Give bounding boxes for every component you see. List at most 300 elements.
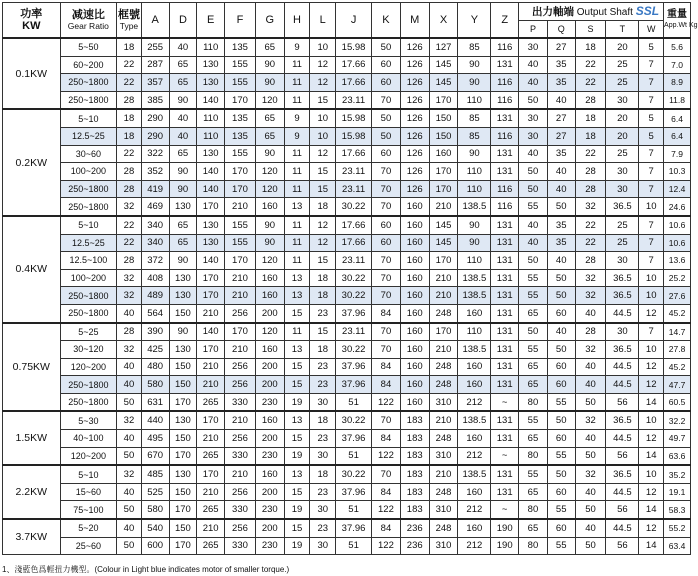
dimension-cell: 40 <box>519 234 548 252</box>
dimension-cell: 28 <box>575 323 606 341</box>
dimension-cell: 385 <box>141 91 169 109</box>
dimension-cell: 183 <box>400 411 429 429</box>
dimension-cell: 600 <box>141 537 169 555</box>
header-dim-k: K <box>372 3 401 39</box>
dimension-cell: 160 <box>458 358 491 376</box>
dimension-cell: 40 <box>519 145 548 163</box>
dimension-cell: 183 <box>400 501 429 519</box>
dimension-cell: 40 <box>169 38 197 56</box>
dimension-cell: 200 <box>255 430 284 448</box>
gear-ratio-cell: 250~1800 <box>60 287 117 305</box>
dimension-cell: 40 <box>547 163 575 181</box>
dimension-cell: 170 <box>225 91 256 109</box>
weight-cell: 32.2 <box>664 411 691 429</box>
dimension-cell: 150 <box>169 430 197 448</box>
weight-cell: 49.7 <box>664 430 691 448</box>
table-row <box>3 163 691 181</box>
dimension-cell: 37.96 <box>336 430 372 448</box>
dimension-cell: 120 <box>255 323 284 341</box>
weight-cell: 58.3 <box>664 501 691 519</box>
spec-table-body <box>3 38 691 555</box>
dimension-cell: 32 <box>575 269 606 287</box>
frame-type-cell: 22 <box>117 234 142 252</box>
dimension-cell: 13 <box>284 287 310 305</box>
dimension-cell: 25 <box>606 56 639 74</box>
dimension-cell: 138.5 <box>458 411 491 429</box>
dimension-cell: 131 <box>491 269 519 287</box>
dimension-cell: 65 <box>519 519 548 537</box>
dimension-cell: 40 <box>575 304 606 322</box>
frame-type-cell: 32 <box>117 465 142 483</box>
dimension-cell: 150 <box>169 483 197 501</box>
dimension-cell: 37.96 <box>336 483 372 501</box>
dimension-cell: 36.5 <box>606 341 639 359</box>
weight-cell: 14.7 <box>664 323 691 341</box>
dimension-cell: 25 <box>606 145 639 163</box>
dimension-cell: 12 <box>639 483 664 501</box>
dimension-cell: 11 <box>284 91 310 109</box>
dimension-cell: 51 <box>336 537 372 555</box>
dimension-cell: 160 <box>255 341 284 359</box>
dimension-cell: 131 <box>491 304 519 322</box>
table-row <box>3 393 691 411</box>
dimension-cell: 210 <box>225 411 256 429</box>
dimension-cell: 17.66 <box>336 145 372 163</box>
dimension-cell: 30.22 <box>336 198 372 216</box>
dimension-cell: 22 <box>575 216 606 234</box>
dimension-cell: 287 <box>141 56 169 74</box>
weight-cell: 60.5 <box>664 393 691 411</box>
dimension-cell: ~ <box>491 393 519 411</box>
header-dim-f: F <box>225 3 256 39</box>
dimension-cell: 28 <box>575 91 606 109</box>
dimension-cell: 5 <box>639 38 664 56</box>
dimension-cell: 80 <box>519 447 548 465</box>
table-row <box>3 269 691 287</box>
dimension-cell: 30 <box>519 127 548 145</box>
dimension-cell: 25 <box>606 74 639 92</box>
dimension-cell: 18 <box>575 109 606 127</box>
dimension-cell: 40 <box>575 483 606 501</box>
dimension-cell: 35 <box>547 234 575 252</box>
dimension-cell: 210 <box>197 376 225 394</box>
table-row <box>3 216 691 234</box>
power-kw-cell: 0.75KW <box>3 323 61 412</box>
dimension-cell: 15 <box>284 304 310 322</box>
dimension-cell: 15 <box>310 180 336 198</box>
dimension-cell: 55 <box>519 269 548 287</box>
dimension-cell: 170 <box>169 447 197 465</box>
dimension-cell: 50 <box>575 537 606 555</box>
power-kw-cell: 0.4KW <box>3 216 61 323</box>
gear-ratio-cell: 250~1800 <box>60 376 117 394</box>
dimension-cell: 50 <box>372 127 401 145</box>
dimension-cell: 160 <box>458 430 491 448</box>
dimension-cell: 160 <box>400 269 429 287</box>
dimension-cell: 126 <box>400 145 429 163</box>
dimension-cell: 65 <box>519 376 548 394</box>
header-ratio-cn: 减速比 <box>71 9 105 21</box>
header-dim-x: X <box>429 3 458 39</box>
dimension-cell: 70 <box>372 180 401 198</box>
frame-type-cell: 32 <box>117 287 142 305</box>
dimension-cell: 32 <box>575 198 606 216</box>
dimension-cell: 210 <box>225 198 256 216</box>
table-row <box>3 323 691 341</box>
power-kw-cell: 0.2KW <box>3 109 61 216</box>
dimension-cell: 23.11 <box>336 323 372 341</box>
dimension-cell: 126 <box>400 180 429 198</box>
dimension-cell: 140 <box>197 252 225 270</box>
dimension-cell: 131 <box>491 252 519 270</box>
footnote: 1、淺藍色爲輕扭力機型。(Colour in Light blue indicates motor of smaller torque.) <box>2 565 290 574</box>
table-row <box>3 127 691 145</box>
dimension-cell: 56 <box>606 447 639 465</box>
dimension-cell: 30 <box>519 38 548 56</box>
dimension-cell: 322 <box>141 145 169 163</box>
dimension-cell: 70 <box>372 163 401 181</box>
dimension-cell: 23 <box>310 376 336 394</box>
dimension-cell: 10 <box>639 287 664 305</box>
header-shaft-en: Output Shaft <box>576 7 633 18</box>
dimension-cell: 210 <box>225 287 256 305</box>
dimension-cell: 150 <box>169 358 197 376</box>
weight-cell: 13.6 <box>664 252 691 270</box>
weight-cell: 11.8 <box>664 91 691 109</box>
dimension-cell: 55 <box>547 501 575 519</box>
dimension-cell: 210 <box>429 411 458 429</box>
header-shaft-q: Q <box>547 21 575 39</box>
gear-ratio-cell: 120~200 <box>60 447 117 465</box>
dimension-cell: 90 <box>458 234 491 252</box>
dimension-cell: 126 <box>400 56 429 74</box>
dimension-cell: 13 <box>284 341 310 359</box>
dimension-cell: 30.22 <box>336 411 372 429</box>
dimension-cell: 15 <box>310 163 336 181</box>
dimension-cell: 160 <box>255 269 284 287</box>
frame-type-cell: 22 <box>117 216 142 234</box>
dimension-cell: 18 <box>310 287 336 305</box>
dimension-cell: 126 <box>400 91 429 109</box>
dimension-cell: 138.5 <box>458 341 491 359</box>
dimension-cell: 10 <box>639 198 664 216</box>
dimension-cell: 35 <box>547 74 575 92</box>
dimension-cell: 84 <box>372 483 401 501</box>
dimension-cell: 30 <box>310 537 336 555</box>
dimension-cell: 130 <box>169 287 197 305</box>
dimension-cell: 30 <box>606 91 639 109</box>
header-dim-m: M <box>400 3 429 39</box>
power-kw-cell: 0.1KW <box>3 38 61 109</box>
dimension-cell: 50 <box>519 252 548 270</box>
table-row <box>3 109 691 127</box>
dimension-cell: 90 <box>255 74 284 92</box>
dimension-cell: 170 <box>429 180 458 198</box>
dimension-cell: 18 <box>310 465 336 483</box>
dimension-cell: 170 <box>225 180 256 198</box>
dimension-cell: 310 <box>429 393 458 411</box>
weight-cell: 6.4 <box>664 127 691 145</box>
dimension-cell: 84 <box>372 376 401 394</box>
table-row <box>3 537 691 555</box>
weight-cell: 6.4 <box>664 109 691 127</box>
dimension-cell: 131 <box>491 483 519 501</box>
dimension-cell: 170 <box>429 252 458 270</box>
dimension-cell: 14 <box>639 501 664 519</box>
frame-type-cell: 22 <box>117 56 142 74</box>
dimension-cell: 160 <box>400 216 429 234</box>
dimension-cell: 70 <box>372 465 401 483</box>
dimension-cell: 40 <box>575 358 606 376</box>
dimension-cell: 40 <box>547 323 575 341</box>
dimension-cell: 110 <box>458 252 491 270</box>
dimension-cell: 40 <box>575 519 606 537</box>
dimension-cell: 15.98 <box>336 109 372 127</box>
table-row <box>3 465 691 483</box>
dimension-cell: 85 <box>458 109 491 127</box>
dimension-cell: 22 <box>575 56 606 74</box>
dimension-cell: 19 <box>284 393 310 411</box>
dimension-cell: 70 <box>372 341 401 359</box>
header-dim-e: E <box>197 3 225 39</box>
dimension-cell: 212 <box>458 393 491 411</box>
dimension-cell: 50 <box>519 163 548 181</box>
gear-ratio-cell: 5~10 <box>60 465 117 483</box>
dimension-cell: 11 <box>284 56 310 74</box>
header-shaft-cn: 出力軸端 <box>531 6 574 18</box>
dimension-cell: 120 <box>255 91 284 109</box>
dimension-cell: 110 <box>458 91 491 109</box>
dimension-cell: 170 <box>429 91 458 109</box>
dimension-cell: 40 <box>575 430 606 448</box>
dimension-cell: 265 <box>197 537 225 555</box>
gear-ratio-cell: 5~10 <box>60 109 117 127</box>
dimension-cell: 7 <box>639 216 664 234</box>
dimension-cell: 310 <box>429 501 458 519</box>
dimension-cell: 23.11 <box>336 180 372 198</box>
gear-ratio-cell: 250~1800 <box>60 91 117 109</box>
dimension-cell: 330 <box>225 501 256 519</box>
dimension-cell: 122 <box>372 393 401 411</box>
dimension-cell: 51 <box>336 393 372 411</box>
dimension-cell: 36.5 <box>606 198 639 216</box>
dimension-cell: 12 <box>639 358 664 376</box>
dimension-cell: 160 <box>255 198 284 216</box>
dimension-cell: 60 <box>372 56 401 74</box>
weight-cell: 10.3 <box>664 163 691 181</box>
gear-ratio-cell: 40~100 <box>60 430 117 448</box>
weight-cell: 10.6 <box>664 216 691 234</box>
table-row <box>3 234 691 252</box>
dimension-cell: 248 <box>429 358 458 376</box>
gear-ratio-cell: 30~120 <box>60 341 117 359</box>
dimension-cell: 131 <box>491 323 519 341</box>
header-dim-a: A <box>141 3 169 39</box>
dimension-cell: 150 <box>429 109 458 127</box>
dimension-cell: 631 <box>141 393 169 411</box>
dimension-cell: 90 <box>169 180 197 198</box>
dimension-cell: 23 <box>310 358 336 376</box>
dimension-cell: 90 <box>458 56 491 74</box>
header-dim-g: G <box>255 3 284 39</box>
frame-type-cell: 22 <box>117 145 142 163</box>
dimension-cell: 65 <box>169 74 197 92</box>
header-dim-z: Z <box>491 3 519 39</box>
dimension-cell: 116 <box>491 180 519 198</box>
gear-ratio-cell: 12.5~100 <box>60 252 117 270</box>
frame-type-cell: 18 <box>117 109 142 127</box>
frame-type-cell: 18 <box>117 38 142 56</box>
table-row <box>3 501 691 519</box>
gear-ratio-cell: 250~1800 <box>60 198 117 216</box>
dimension-cell: 525 <box>141 483 169 501</box>
gear-motor-spec-table <box>2 2 698 555</box>
dimension-cell: 116 <box>491 74 519 92</box>
dimension-cell: 40 <box>519 216 548 234</box>
dimension-cell: 19 <box>284 447 310 465</box>
dimension-cell: 145 <box>429 216 458 234</box>
dimension-cell: 160 <box>429 145 458 163</box>
dimension-cell: 10 <box>639 341 664 359</box>
dimension-cell: 9 <box>284 38 310 56</box>
dimension-cell: 135 <box>225 38 256 56</box>
dimension-cell: 84 <box>372 358 401 376</box>
dimension-cell: 160 <box>400 304 429 322</box>
frame-type-cell: 50 <box>117 501 142 519</box>
dimension-cell: 131 <box>491 163 519 181</box>
header-type-en: Type <box>119 21 139 31</box>
dimension-cell: 255 <box>141 38 169 56</box>
dimension-cell: 12 <box>310 216 336 234</box>
dimension-cell: 330 <box>225 447 256 465</box>
dimension-cell: 130 <box>169 411 197 429</box>
dimension-cell: 138.5 <box>458 198 491 216</box>
dimension-cell: 60 <box>547 430 575 448</box>
dimension-cell: 256 <box>225 430 256 448</box>
header-shaft-p: P <box>519 21 548 39</box>
dimension-cell: 256 <box>225 376 256 394</box>
dimension-cell: 90 <box>255 145 284 163</box>
dimension-cell: 230 <box>255 447 284 465</box>
dimension-cell: 65 <box>169 234 197 252</box>
dimension-cell: 11 <box>284 216 310 234</box>
frame-type-cell: 40 <box>117 430 142 448</box>
weight-cell: 63.6 <box>664 447 691 465</box>
table-row <box>3 358 691 376</box>
dimension-cell: 65 <box>255 38 284 56</box>
dimension-cell: 90 <box>255 234 284 252</box>
table-row <box>3 145 691 163</box>
dimension-cell: 408 <box>141 269 169 287</box>
dimension-cell: 55 <box>519 198 548 216</box>
dimension-cell: 12 <box>639 304 664 322</box>
dimension-cell: 130 <box>197 145 225 163</box>
dimension-cell: 160 <box>255 411 284 429</box>
dimension-cell: 55 <box>547 537 575 555</box>
dimension-cell: 110 <box>197 127 225 145</box>
dimension-cell: 65 <box>169 145 197 163</box>
dimension-cell: 138.5 <box>458 465 491 483</box>
dimension-cell: 50 <box>575 447 606 465</box>
dimension-cell: 60 <box>372 74 401 92</box>
dimension-cell: 30.22 <box>336 341 372 359</box>
gear-ratio-cell: 5~20 <box>60 519 117 537</box>
dimension-cell: 55 <box>519 287 548 305</box>
dimension-cell: 11 <box>284 145 310 163</box>
dimension-cell: 155 <box>225 145 256 163</box>
dimension-cell: 11 <box>284 74 310 92</box>
dimension-cell: 7 <box>639 56 664 74</box>
dimension-cell: 30 <box>310 501 336 519</box>
dimension-cell: 56 <box>606 537 639 555</box>
header-weight-cn: 重量 <box>667 9 688 20</box>
frame-type-cell: 40 <box>117 519 142 537</box>
dimension-cell: 7 <box>639 234 664 252</box>
dimension-cell: 310 <box>429 537 458 555</box>
dimension-cell: 50 <box>372 38 401 56</box>
header-ratio <box>60 3 117 39</box>
dimension-cell: 65 <box>169 56 197 74</box>
dimension-cell: 210 <box>197 519 225 537</box>
dimension-cell: 110 <box>458 323 491 341</box>
dimension-cell: 170 <box>197 465 225 483</box>
dimension-cell: 248 <box>429 430 458 448</box>
dimension-cell: 40 <box>547 91 575 109</box>
dimension-cell: 256 <box>225 483 256 501</box>
dimension-cell: 90 <box>255 216 284 234</box>
dimension-cell: 131 <box>491 287 519 305</box>
dimension-cell: 210 <box>429 287 458 305</box>
dimension-cell: 440 <box>141 411 169 429</box>
weight-cell: 24.6 <box>664 198 691 216</box>
table-row <box>3 287 691 305</box>
dimension-cell: 126 <box>400 109 429 127</box>
weight-cell: 7.9 <box>664 145 691 163</box>
table-row <box>3 304 691 322</box>
dimension-cell: 90 <box>169 91 197 109</box>
dimension-cell: 170 <box>225 323 256 341</box>
header-shaft-s: S <box>575 21 606 39</box>
dimension-cell: 12 <box>310 234 336 252</box>
table-row <box>3 411 691 429</box>
dimension-cell: 28 <box>575 163 606 181</box>
dimension-cell: 236 <box>400 537 429 555</box>
dimension-cell: 44.5 <box>606 376 639 394</box>
dimension-cell: 12 <box>310 145 336 163</box>
dimension-cell: 17.66 <box>336 74 372 92</box>
dimension-cell: ~ <box>491 447 519 465</box>
dimension-cell: 160 <box>458 376 491 394</box>
dimension-cell: 40 <box>547 252 575 270</box>
dimension-cell: 130 <box>197 216 225 234</box>
dimension-cell: 15 <box>310 323 336 341</box>
table-row <box>3 376 691 394</box>
brand-logo: SSL <box>635 4 660 18</box>
header-kw-en: KW <box>22 20 41 32</box>
dimension-cell: 170 <box>225 252 256 270</box>
dimension-cell: 10 <box>639 411 664 429</box>
gear-ratio-cell: 30~60 <box>60 145 117 163</box>
weight-cell: 27.6 <box>664 287 691 305</box>
dimension-cell: 17.66 <box>336 234 372 252</box>
dimension-cell: 18 <box>310 411 336 429</box>
dimension-cell: 131 <box>491 465 519 483</box>
dimension-cell: 140 <box>197 163 225 181</box>
dimension-cell: 126 <box>400 74 429 92</box>
dimension-cell: 183 <box>400 447 429 465</box>
dimension-cell: 12 <box>639 430 664 448</box>
dimension-cell: 7 <box>639 323 664 341</box>
